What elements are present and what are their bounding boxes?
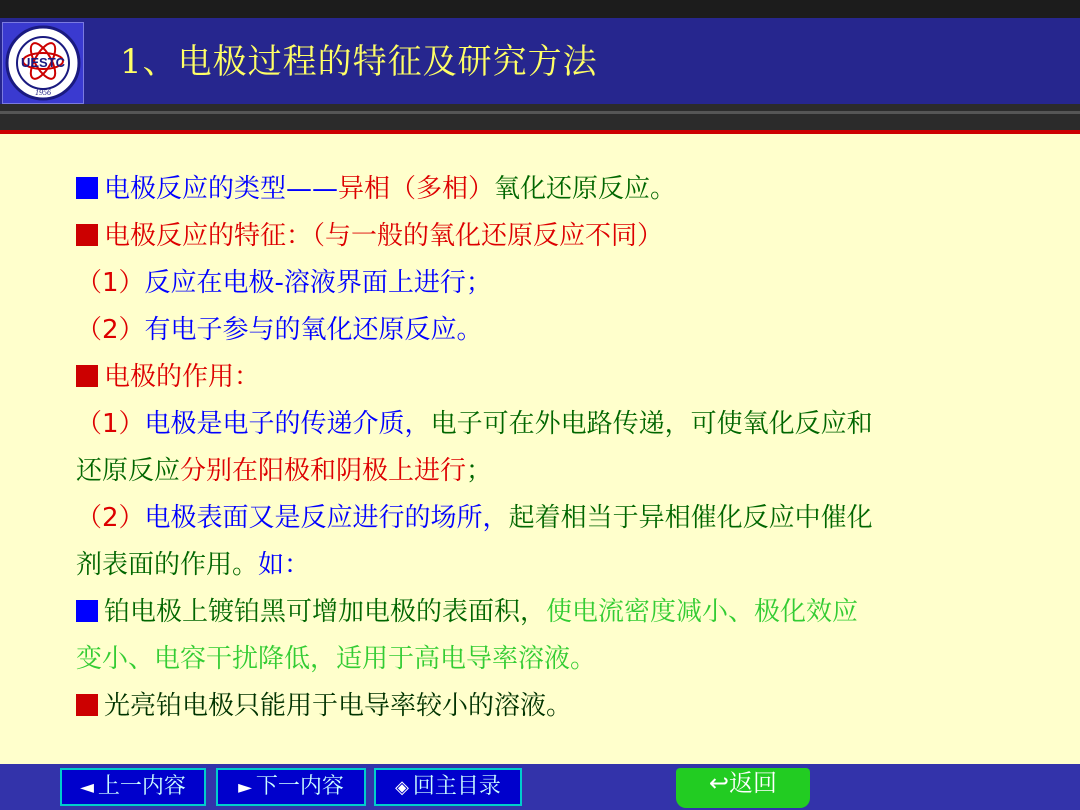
- diamond-icon: ◈: [395, 777, 409, 798]
- text-line-4: （2）有电子参与的氧化还原反应。: [76, 315, 483, 345]
- seal-icon: [3, 23, 83, 103]
- text-line-8: （2）电极表面又是反应进行的场所，起着相当于异相催化反应中催化: [76, 503, 873, 533]
- divider: [0, 111, 1080, 114]
- page-title: 1、电极过程的特征及研究方法: [120, 42, 598, 82]
- bullet-square-icon: [76, 694, 98, 716]
- university-logo: [2, 22, 84, 104]
- bullet-square-icon: [76, 177, 98, 199]
- text-line-10: 铂电极上镀铂黑可增加电极的表面积，使电流密度减小、极化效应: [76, 589, 1016, 636]
- text-line-3: （1）反应在电极-溶液界面上进行；: [76, 268, 492, 298]
- bullet-square-icon: [76, 365, 98, 387]
- triangle-right-icon: ►: [238, 777, 252, 798]
- text-line-6: （1）电极是电子的传递介质，电子可在外电路传递，可使氧化反应和: [76, 409, 873, 439]
- bullet-square-icon: [76, 600, 98, 622]
- triangle-left-icon: ◄: [80, 777, 94, 798]
- text-line-5: 电极的作用：: [76, 354, 1016, 401]
- home-menu-button[interactable]: ◈ 回主目录: [374, 768, 522, 806]
- content-lines: [76, 166, 1016, 730]
- content-panel: [0, 134, 1080, 764]
- text-line-9: 剂表面的作用。如：: [76, 550, 311, 580]
- svg-text:1956: 1956: [35, 88, 51, 97]
- return-arrow-icon: ↩: [708, 769, 730, 797]
- title-band: [0, 104, 1080, 130]
- text-line-12: 光亮铂电极只能用于电导率较小的溶液。: [76, 683, 1016, 730]
- bullet-square-icon: [76, 224, 98, 246]
- top-strip: [0, 0, 1080, 18]
- text-line-11: 变小、电容干扰降低，适用于高电导率溶液。: [76, 644, 597, 674]
- prev-content-button[interactable]: ◄ 上一内容: [60, 768, 206, 806]
- text-line-7: 还原反应分别在阳极和阴极上进行；: [76, 456, 493, 486]
- next-content-button[interactable]: ► 下一内容: [216, 768, 366, 806]
- svg-text:UESTC: UESTC: [20, 55, 66, 70]
- back-button[interactable]: ↩返回: [676, 768, 810, 808]
- text-line-2: 电极反应的特征：（与一般的氧化还原反应不同）: [76, 213, 1016, 260]
- text-line-1: 电极反应的类型——异相（多相）氧化还原反应。: [76, 166, 1016, 213]
- nav-bar: [0, 764, 1080, 810]
